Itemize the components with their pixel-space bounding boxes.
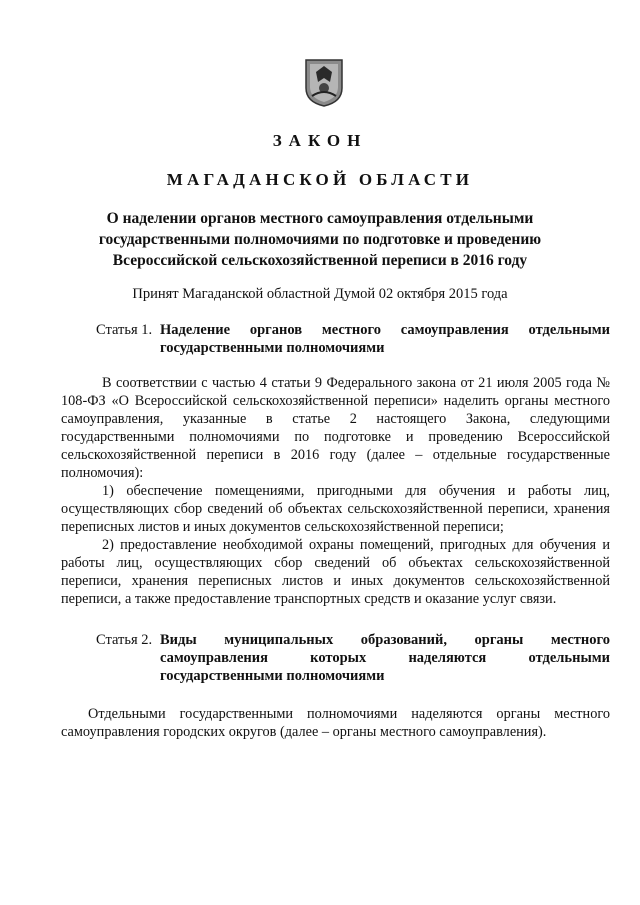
article-1-item-1: 1) обеспечение помещениями, пригодными для обучения и работы лиц, осуществляющих сбор сведений об объектах сельскохозяйственной переписи, хранения переписных листов и иных документов сельскохозяйственной переписи; xyxy=(61,483,610,535)
article-1-label: Статья 1. xyxy=(96,322,153,338)
article-1-body xyxy=(61,374,610,608)
article-1-intro: В соответствии с частью 4 статьи 9 Федерального закона от 21 июля 2005 года № 108-ФЗ «О Всероссийской сельскохозяйственной переписи» наделить органы местного самоуправления, указанные в статье 2 настоящего Закона, следующими государственными полномочиями по подготовке и проведению Всероссийской сельскохозяйственной переписи в 2016 году (далее – отдельные государственные полномочия): xyxy=(61,375,610,481)
region-heading: МАГАДАНСКОЙ ОБЛАСТИ xyxy=(166,170,474,189)
adoption-line: Принят Магаданской областной Думой 02 октября 2015 года xyxy=(132,286,508,302)
article-2-header xyxy=(96,631,610,685)
article-1-heading: Наделение органов местного самоуправления отдельными государственными полномочиями xyxy=(160,322,610,356)
law-title: О наделении органов местного самоуправления отдельными государственными полномочиями по подготовке и проведению Всероссийской сельскохозяйственной переписи в 2016 году xyxy=(98,210,542,269)
article-1-item-2: 2) предоставление необходимой охраны помещений, пригодных для обучения и работы лиц, осуществляющих сбор сведений об объектах сельскохозяйственной переписи, хранения переписных листов и иных документов сельскохозяйственной переписи, а также предоставление транспортных средств и оказание услуг связи. xyxy=(61,537,610,607)
article-2-label: Статья 2. xyxy=(96,632,153,648)
article-1-header xyxy=(96,321,610,357)
article-2-heading: Виды муниципальных образований, органы местного самоуправления которых наделяются отдельными государственными полномочиями xyxy=(160,632,610,684)
article-2-body: Отдельными государственными полномочиями наделяются органы местного самоуправления городских округов (далее – органы местного самоуправления). xyxy=(61,706,610,740)
coat-of-arms-icon xyxy=(304,58,344,108)
law-heading: ЗАКОН xyxy=(272,131,368,150)
